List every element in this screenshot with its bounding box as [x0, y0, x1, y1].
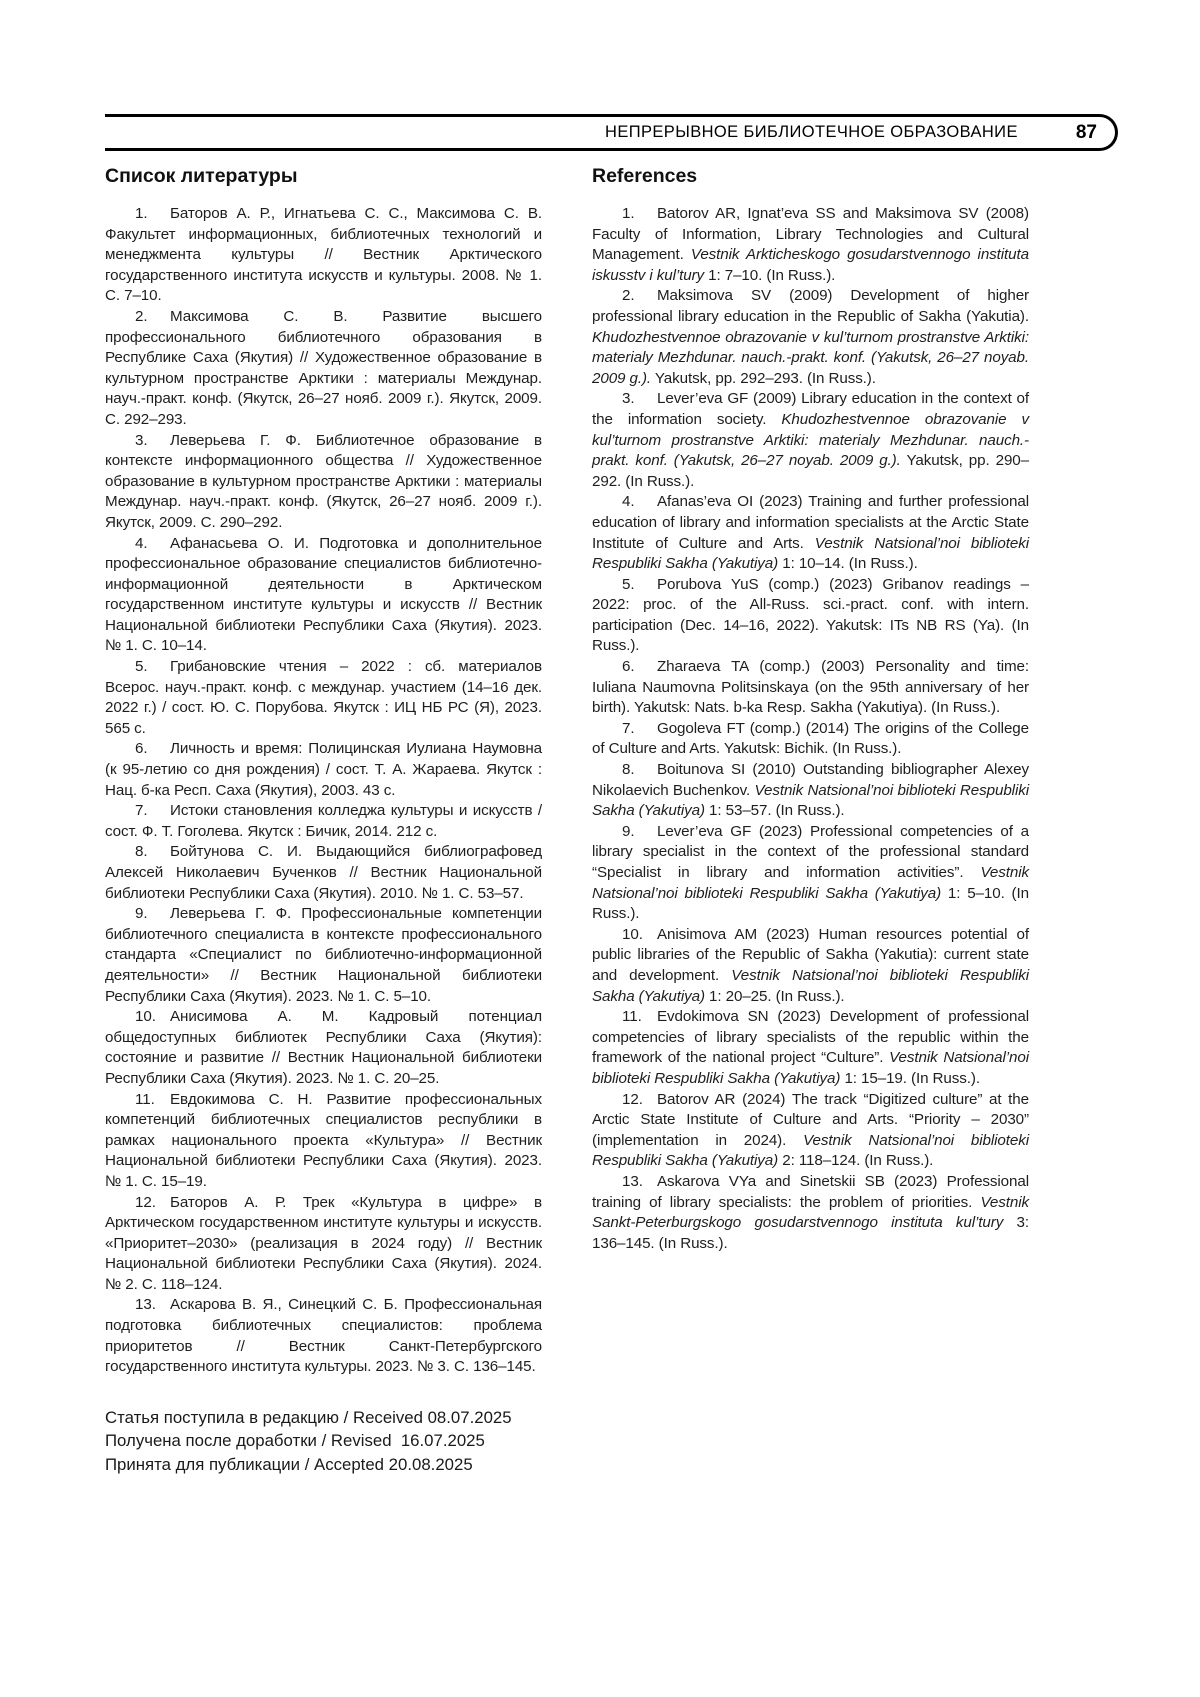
reference-item: 9. Леверьева Г. Ф. Профессиональные компетенции библиотечного специалиста в контексте профессионального стандарта «Специалист по библиотечно-информационной деятельности» // Вестник Национальной библиотеки Республики Саха (Якутия). 2023. № 1. С. 5–10. — [105, 905, 542, 1005]
reference-item: 13. Askarova VYa and Sinetskii SB (2023) Professional training of library specialists: the problem of priorities. Vestnik Sankt-Peterburgskogo gosudarstvennogo instituta kul’tury 3: 136–145. (In Russ.). — [592, 1172, 1029, 1252]
received-date-line: Статья поступила в редакцию / Received 08.07.2025 — [105, 1407, 512, 1427]
reference-number: 10. — [135, 1008, 156, 1026]
reference-item: 8. Бойтунова С. И. Выдающийся библиографовед Алексей Николаевич Бученков // Вестник Национальной библиотеки Республики Саха (Якутия). 2010. № 1. С. 53–57. — [105, 843, 542, 902]
reference-number: 8. — [135, 843, 148, 861]
reference-item: 1. Баторов А. Р., Игнатьева С. С., Максимова С. В. Факультет информационных, библиотечных технологий и менеджмента культуры // Вестник Арктического государственного института искусств и культуры. 2008. № 1. С. 7–10. — [105, 205, 542, 305]
reference-item: 6. Личность и время: Полицинская Иулиана Наумовна (к 95-летию со дня рождения) / сост. Т. А. Жараева. Якутск : Нац. б-ка Респ. Саха (Якутия), 2003. 43 с. — [105, 740, 542, 799]
reference-item: 3. Lever’eva GF (2009) Library education in the context of the information society. Khudozhestvennoe obrazovanie v kul’turnom prostranstve Arktiki: materialy Mezhdunar. nauch.-prakt. konf. (Yakutsk, 26–27 noyab. 2009 g.). Yakutsk, pp. 290–292. (In Russ.). — [592, 390, 1029, 490]
page-number: 87 — [1075, 121, 1097, 143]
reference-number: 1. — [622, 205, 635, 222]
reference-item: 12. Batorov AR (2024) The track “Digitized culture” at the Arctic State Institute of Culture and Arts. “Priority – 2030” (implementation in 2024). Vestnik Natsional’noi biblioteki Respubliki Sakha (Yakutiya) 2: 118–124. (In Russ.). — [592, 1090, 1029, 1170]
reference-item: 5. Грибановские чтения – 2022 : сб. материалов Всерос. науч.-практ. конф. с междунар. участием (14–16 дек. 2022 г.) / сост. Ю. С. Порубова. Якутск : ИЦ НБ РС (Я), 2023. 565 с. — [105, 658, 542, 737]
reference-number: 2. — [622, 287, 635, 305]
reference-number: 13. — [135, 1296, 156, 1314]
reference-item: 11. Evdokimova SN (2023) Development of professional competencies of library specialists of the republic within the framework of the national project “Culture”. Vestnik Natsional’noi biblioteki Respubliki Sakha (Yakutiya) 1: 15–19. (In Russ.). — [592, 1008, 1029, 1087]
reference-number: 4. — [135, 534, 148, 552]
reference-number: 9. — [135, 905, 148, 923]
reference-number: 5. — [135, 658, 148, 676]
reference-item: 5. Porubova YuS (comp.) (2023) Gribanov readings – 2022: proc. of the All-Russ. sci.-pract. conf. with intern. participation (Dec. 14–16, 2022). Yakutsk: ITs NB RS (Ya). (In Russ.). — [592, 575, 1029, 655]
reference-item: 11. Евдокимова С. Н. Развитие профессиональных компетенций библиотечных специалистов республики в рамках национального проекта «Культура» // Вестник Национальной библиотеки Республики Саха (Якутия). 2023. № 1. С. 15–19. — [105, 1090, 542, 1190]
reference-item: 10. Анисимова А. М. Кадровый потенциал общедоступных библиотек Республики Саха (Якутия): состояние и развитие // Вестник Национальной библиотеки Республики Саха (Якутия). 2023. № 1. С. 20–25. — [105, 1008, 542, 1087]
reference-item: 3. Леверьева Г. Ф. Библиотечное образование в контексте информационного общества // Художественное образование в культурном пространстве Арктики : материалы Междунар. науч.-практ. конф. (Якутск, 26–27 нояб. 2009 г.). Якутск, 2009. С. 290–292. — [105, 431, 542, 531]
reference-number: 4. — [622, 493, 635, 511]
reference-item: 13. Аскарова В. Я., Синецкий С. Б. Профессиональная подготовка библиотечных специалистов: проблема приоритетов // Вестник Санкт-Петербургского государственного института культуры. 2023. № 3. С. 136–145. — [105, 1296, 542, 1376]
reference-number: 6. — [622, 658, 635, 676]
running-header — [105, 114, 1118, 151]
reference-number: 10. — [622, 925, 643, 943]
reference-number: 8. — [622, 761, 635, 779]
russian-list-heading: Список литературы — [105, 165, 298, 187]
reference-number: 3. — [135, 431, 148, 449]
reference-item: 2. Максимова С. В. Развитие высшего профессионального библиотечного образования в Республике Саха (Якутия) // Художественное образование в культурном пространстве Арктики : материалы Междунар. науч.-практ. конф. (Якутск, 26–27 нояб. 2009 г.). Якутск, 2009. С. 292–293. — [105, 307, 542, 428]
references-english-column — [592, 165, 1029, 1476]
reference-number: 12. — [622, 1090, 643, 1108]
reference-item: 6. Zharaeva TA (comp.) (2003) Personality and time: Iuliana Naumovna Politsinskaya (on the 95th anniversary of her birth). Yakutsk: Nats. b-ka Resp. Sakha (Yakutiya). (In Russ.). — [592, 658, 1029, 717]
english-list-heading: References — [592, 165, 698, 187]
reference-number: 6. — [135, 740, 148, 758]
reference-number: 7. — [622, 719, 635, 737]
reference-number: 11. — [135, 1090, 155, 1108]
reference-item: 7. Gogoleva FT (comp.) (2014) The origins of the College of Culture and Arts. Yakutsk: Bichik. (In Russ.). — [592, 719, 1029, 758]
content-columns — [105, 165, 1030, 1476]
revised-date-line: Получена после доработки / Revised 16.07.2025 — [105, 1431, 485, 1451]
reference-item: 7. Истоки становления колледжа культуры и искусств / сост. Ф. Т. Гоголева. Якутск : Бичик, 2014. 212 с. — [105, 802, 542, 840]
reference-number: 1. — [135, 205, 148, 222]
reference-number: 3. — [622, 390, 635, 408]
accepted-date-line: Принята для публикации / Accepted 20.08.2025 — [105, 1454, 473, 1474]
reference-item: 12. Баторов А. Р. Трек «Культура в цифре» в Арктическом государственном институте культуры и искусств. «Приоритет–2030» (реализация в 2024 году) // Вестник Национальной библиотеки Республики Саха (Якутия). 2024. № 2. С. 118–124. — [105, 1193, 542, 1293]
reference-item: 4. Afanas’eva OI (2023) Training and further professional education of library and information specialists at the Arctic State Institute of Culture and Arts. Vestnik Natsional’noi biblioteki Respubliki Sakha (Yakutiya) 1: 10–14. (In Russ.). — [592, 493, 1029, 573]
bibliography-russian-column — [105, 165, 542, 1476]
reference-number: 9. — [622, 822, 635, 840]
reference-number: 7. — [135, 802, 148, 820]
reference-item: 4. Афанасьева О. И. Подготовка и дополнительное профессиональное образование специалистов библиотечно-информационной деятельности в Арктическом государственном институте культуры и искусств // Вестник Национальной библиотеки Республики Саха (Якутия). 2023. № 1. С. 10–14. — [105, 534, 542, 655]
running-title: НЕПРЕРЫВНОЕ БИБЛИОТЕЧНОЕ ОБРАЗОВАНИЕ — [605, 123, 1018, 141]
russian-reference-list — [105, 204, 542, 1378]
reference-number: 13. — [622, 1172, 643, 1190]
reference-item: 9. Lever’eva GF (2023) Professional competencies of a library specialist in the context of the professional standard “Specialist in library and information activities”. Vestnik Natsional’noi biblioteki Respubliki Sakha (Yakutiya) 1: 5–10. (In Russ.). — [592, 822, 1029, 923]
reference-number: 2. — [135, 307, 148, 325]
reference-number: 11. — [622, 1008, 642, 1026]
reference-item: 10. Anisimova AM (2023) Human resources potential of public libraries of the Republic of Sakha (Yakutia): current state and development. Vestnik Natsional’noi biblioteki Respubliki Sakha (Yakutiya) 1: 20–25. (In Russ.). — [592, 925, 1030, 1005]
reference-number: 5. — [622, 575, 635, 593]
article-dates-block — [105, 1406, 542, 1477]
reference-item: 1. Batorov AR, Ignat’eva SS and Maksimova SV (2008) Faculty of Information, Library Technologies and Cultural Management. Vestnik Arkticheskogo gosudarstvennogo instituta iskusstv i kul’tury 1: 7–10. (In Russ.). — [592, 205, 1029, 284]
reference-item: 2. Maksimova SV (2009) Development of higher professional library education in the Republic of Sakha (Yakutia). Khudozhestvennoe obrazovanie v kul’turnom prostranstve Arktiki: materialy Mezhdunar. nauch.-prakt. konf. (Yakutsk, 26–27 noyab. 2009 g.). Yakutsk, pp. 292–293. (In Russ.). — [592, 287, 1029, 387]
reference-item: 8. Boitunova SI (2010) Outstanding bibliographer Alexey Nikolaevich Buchenkov. Vestnik Natsional’noi biblioteki Respubliki Sakha (Yakutiya) 1: 53–57. (In Russ.). — [592, 761, 1029, 820]
english-reference-list — [592, 204, 1029, 1254]
reference-number: 12. — [135, 1193, 156, 1211]
